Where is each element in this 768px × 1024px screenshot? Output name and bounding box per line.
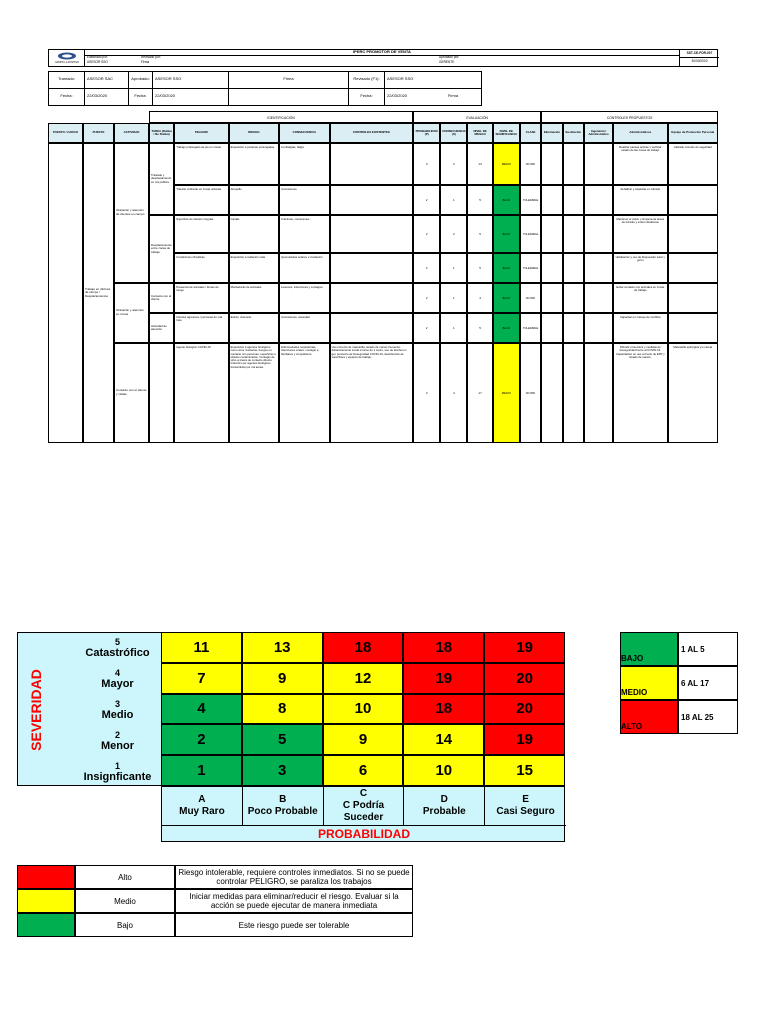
probability-level-letter: E (522, 794, 529, 805)
level-legend-label: Medio (75, 889, 175, 913)
row-clase: TOLERABLE (520, 253, 541, 283)
row-epp (668, 215, 718, 253)
firma-label-1: Firma (229, 72, 349, 88)
matrix-cell: 14 (403, 724, 484, 755)
range-legend-range: 18 AL 25 (678, 700, 738, 734)
row-consecuencia: Enfermedades respiratorias, infecciones virales, contagio a familiares y compañeros (279, 343, 329, 443)
row-control-empty (541, 343, 562, 443)
row-control-empty (584, 253, 613, 283)
column-header: ACTIVIDAD (114, 123, 149, 143)
column-header: CONSECUENCIA (S) (440, 123, 467, 143)
row-epp (668, 313, 718, 343)
column-header: PROBABILIDAD (P) (413, 123, 440, 143)
row-severidad: 1 (440, 283, 467, 313)
row-control-empty (563, 253, 584, 283)
row-peligro: Trabajo prolongado de pie en zonas (174, 143, 228, 185)
level-legend-color (17, 889, 75, 913)
probability-axis-label: PROBABILIDAD (318, 827, 410, 841)
puesto-cell: Trabajo en oficinas de campo / Desplazamientos (83, 143, 114, 443)
tarea-cell: Traslado y desplazamiento en vía pública (149, 143, 174, 215)
row-consecuencia: Quemaduras solares e insolación (279, 253, 329, 283)
probability-level-letter: C (359, 788, 368, 799)
severity-level (74, 664, 161, 695)
activity-cell: Ubicación y atención de clientes en campo (114, 143, 149, 283)
row-administrativos: Señalizar y capacitar en tránsito (613, 185, 667, 215)
row-administrativos: Capacitar en manejo de conflicto (613, 313, 667, 343)
matrix-cell: 18 (403, 694, 484, 725)
probability-level-name: C Podría Suceder (342, 800, 385, 823)
column-header: PELIGRO (174, 123, 228, 143)
probability-level-letter: B (279, 794, 287, 805)
tramado-value: ASESOR SAC (85, 72, 129, 88)
row-peligro: Condiciones climáticas (174, 253, 228, 283)
row-administrativos: Hidratación y uso de bloqueador solar y gorro (613, 253, 667, 283)
range-legend-range: 1 AL 5 (678, 632, 738, 666)
matrix-cell: 10 (323, 694, 404, 725)
row-controles: Uso correcto de mascarilla, lavado de manos frecuente, distanciamiento social mínimo de 1 metro, uso de alcohol en gel, protocolo de bioseguridad COVID-19, desinfección de superficies y equipos de trabajo. (330, 343, 414, 443)
severity-level-name: Catastrófico (85, 647, 150, 660)
severity-level-number: 1 (114, 760, 120, 771)
matrix-cell: 10 (403, 755, 484, 786)
row-control-empty (563, 313, 584, 343)
row-severidad: 2 (440, 215, 467, 253)
matrix-cell: 19 (403, 663, 484, 694)
level-legend-label: Bajo (75, 913, 175, 937)
row-control-empty (584, 343, 613, 443)
severity-level-name: Menor (101, 739, 134, 752)
approved-value: GERENTE (439, 60, 455, 64)
aprobado-label: Aprobado: (129, 72, 153, 88)
column-header: TAREA (Rutina / No Rutina) (149, 123, 174, 143)
probability-level (324, 787, 405, 825)
fecha3-label: Fecha: (349, 89, 385, 105)
severity-level-name: Mayor (101, 678, 134, 691)
row-nivel-significancia: MEDIO (493, 343, 520, 443)
row-nivel-significancia: MEDIO (493, 143, 520, 185)
tarea-cell: Desplazamiento entre zonas de trabajo (149, 215, 174, 283)
row-clase: NO IMP. (520, 143, 541, 185)
matrix-cell: 9 (242, 663, 323, 694)
row-controles (330, 313, 414, 343)
info-row-2 (48, 89, 482, 106)
row-control-empty (541, 283, 562, 313)
row-administrativos: Realizar pausas activas y verificar estado de las zonas de trabajo (613, 143, 667, 185)
fecha1-value: 22/03/2020 (85, 89, 129, 105)
row-probabilidad: 2 (413, 253, 440, 283)
row-controles (330, 215, 414, 253)
risk-level-legend (17, 865, 413, 937)
probability-level-letter: A (198, 794, 206, 805)
column-header: Ingeniería / Administrativo (584, 123, 613, 143)
probability-level-name: Casi Seguro (496, 806, 555, 817)
probability-level (404, 787, 485, 825)
row-riesgo: Exposición a posturas prolongadas (229, 143, 279, 185)
column-header: NIVEL DE RIESGO (467, 123, 492, 143)
row-nivel-significancia: BAJO (493, 313, 520, 343)
row-peligro: Presencia de animales / Zonas de riesgo (174, 283, 228, 313)
row-clase: TOLERABLE (520, 185, 541, 215)
matrix-cell: 20 (484, 694, 565, 725)
row-nivel-riesgo: 5 (467, 313, 492, 343)
level-legend-color (17, 913, 75, 937)
tarea-cell: Contacto con el cliente (149, 283, 174, 313)
severity-levels (74, 632, 161, 786)
row-peligro: Agente biológico COVID-19 (174, 343, 228, 443)
row-control-empty (584, 185, 613, 215)
row-control-empty (563, 185, 584, 215)
document-code: SST-CE-FOR-007 (680, 50, 719, 58)
matrix-cell: 9 (323, 724, 404, 755)
severity-level-name: Medio (101, 708, 134, 721)
row-control-empty (584, 313, 613, 343)
row-probabilidad: 2 (413, 313, 440, 343)
matrix-cell: 19 (484, 724, 565, 755)
probability-level-name: Probable (422, 806, 466, 817)
row-nivel-significancia: BAJO (493, 185, 520, 215)
row-riesgo: Exposición a radiación solar (229, 253, 279, 283)
column-header: CONSECUENCIA (279, 123, 329, 143)
group-controles: CONTROLES PROPUESTOS (541, 111, 718, 123)
severity-level-number: 4 (114, 668, 120, 679)
document-title: IPERC PROMOTOR DE VENTA (85, 50, 679, 56)
row-consecuencia: Lesiones, infecciones y contagios (279, 283, 329, 313)
row-administrativos: Mantener el orden y limpieza de áreas de tránsito y evitar obstáculos (613, 215, 667, 253)
row-severidad: 1 (440, 185, 467, 215)
severity-level-number: 5 (114, 637, 120, 648)
range-legend-label: ALTO (621, 722, 643, 731)
row-riesgo: Exposición a agentes biológicos como virus, bacterias, hongos en contacto con personas, superficies u objetos contaminados. Contagio de virus a través de contacto directo. Infección por agentes biológicos transmitidos por vía aérea. (229, 343, 279, 443)
column-header: CONTROLES EXISTENTES (330, 123, 414, 143)
fecha2-label: Fecha: (129, 89, 153, 105)
fecha2-value: 22/03/2020 (153, 89, 229, 105)
reviewed-label: Revisado por: (141, 55, 161, 59)
info-row-1 (48, 71, 482, 89)
row-riesgo: Mordeduras de animales (229, 283, 279, 313)
firma-label-2: Firma (447, 93, 459, 98)
row-consecuencia: Contusiones, ansiedad (279, 313, 329, 343)
column-header: PUESTO / CARGO (48, 123, 83, 143)
column-header: Eliminación (541, 123, 562, 143)
level-legend-description: Riesgo intolerable, requiere controles inmediatos. Si no se puede controlar PELIGRO, se paraliza los trabajos (175, 865, 413, 889)
row-control-empty (541, 313, 562, 343)
probability-level-letter: D (440, 794, 448, 805)
row-clase: TOLERABLE (520, 215, 541, 253)
row-nivel-riesgo: 5 (467, 253, 492, 283)
tarea-cell: Actividad de atención (149, 313, 174, 343)
matrix-cell: 6 (323, 755, 404, 786)
matrix-cell: 7 (161, 663, 242, 694)
row-severidad: 1 (440, 313, 467, 343)
company-logo (49, 50, 85, 66)
row-riesgo: Estrés, violencia (229, 313, 279, 343)
row-controles (330, 143, 414, 185)
row-control-empty (584, 283, 613, 313)
matrix-cell: 15 (484, 755, 565, 786)
row-probabilidad: 3 (413, 143, 440, 185)
probability-level (243, 787, 324, 825)
revisado-value: ASESOR SSO (387, 76, 414, 81)
row-controles (330, 185, 414, 215)
severity-level-number: 3 (114, 698, 120, 709)
fecha1-label: Fecha: (49, 89, 85, 105)
matrix-cell: 11 (161, 632, 242, 663)
column-header: Sustitución (563, 123, 584, 143)
row-consecuencia: Lumbalgias, fatiga (279, 143, 329, 185)
row-control-empty (541, 215, 562, 253)
row-probabilidad: 4 (413, 343, 440, 443)
row-control-empty (563, 343, 584, 443)
range-legend-range: 6 AL 17 (678, 666, 738, 700)
probability-level-name: Poco Probable (247, 806, 318, 817)
document-date: 30/03/2020 (691, 59, 708, 63)
row-control-empty (563, 215, 584, 253)
tarea-cell (149, 343, 174, 443)
reviewed-value: Firma (141, 60, 150, 64)
probability-levels (161, 786, 565, 842)
approved-label: Aprobado por: (439, 55, 460, 59)
row-control-empty (541, 143, 562, 185)
row-probabilidad: 2 (413, 283, 440, 313)
column-header: NIVEL DE SIGNIFICANCIA (493, 123, 520, 143)
level-legend-description: Este riesgo puede ser tolerable (175, 913, 413, 937)
aprobado-value: ASESOR SSO (153, 72, 229, 88)
row-nivel-significancia: BAJO (493, 253, 520, 283)
row-peligro: Tránsito vehicular en zonas urbanas (174, 185, 228, 215)
row-control-empty (541, 185, 562, 215)
row-epp (668, 283, 718, 313)
matrix-cell: 3 (242, 755, 323, 786)
prepared-label: Elaborado por: (87, 55, 108, 59)
document-header (48, 49, 718, 67)
severity-level-name: Insignficante (83, 770, 152, 783)
row-administrativos: Evitar contacto con animales en zonas de trabajo (613, 283, 667, 313)
column-header: Equipo de Protección Personal (668, 123, 718, 143)
row-riesgo: Atropello (229, 185, 279, 215)
risk-range-legend (620, 632, 738, 734)
row-controles (330, 283, 414, 313)
matrix-cell: 2 (161, 724, 242, 755)
column-header: RIESGO (229, 123, 279, 143)
row-control-empty (563, 283, 584, 313)
matrix-cell: 13 (242, 632, 323, 663)
row-probabilidad: 2 (413, 215, 440, 253)
row-peligro: Clientes agresivos / personas de mal trato (174, 313, 228, 343)
row-epp (668, 185, 718, 215)
revisado-label: Revisado (F1): (349, 72, 385, 88)
probability-level-name: Muy Raro (179, 806, 225, 817)
severity-level (74, 725, 161, 756)
matrix-cell: 12 (323, 663, 404, 694)
row-epp: Mascarilla quirúrgica y/o careta (668, 343, 718, 443)
row-control-empty (584, 215, 613, 253)
tramado-label: Tramado: (49, 72, 85, 88)
range-legend-label: MEDIO (621, 688, 648, 697)
column-header: PUESTO (83, 123, 114, 143)
row-clase: NO IMP. (520, 343, 541, 443)
column-header: CLASE (520, 123, 541, 143)
row-nivel-riesgo: 4 (467, 283, 492, 313)
fecha3-value: 22/03/2020 (387, 93, 408, 98)
row-nivel-riesgo: 5 (467, 185, 492, 215)
severity-level (74, 695, 161, 726)
level-legend-label: Alto (75, 865, 175, 889)
severity-level (74, 633, 161, 664)
probability-divider (162, 825, 566, 826)
prepared-value: ASESOR SSO (87, 60, 108, 64)
row-control-empty (563, 143, 584, 185)
row-clase: NO IMP. (520, 283, 541, 313)
row-administrativos: Difundir protocolos y medidas de bioseguridad frente al COVID-19. Capacitación en uso correcto de EPP y lavado de manos. (613, 343, 667, 443)
level-legend-description: Iniciar medidas para eliminar/reducir el riesgo. Evaluar si la acción se puede ejecutar de manera inmediata (175, 889, 413, 913)
group-identificacion: IDENTIFICACIÓN (149, 111, 413, 123)
row-control-empty (541, 253, 562, 283)
risk-matrix (17, 632, 565, 842)
matrix-cell: 5 (242, 724, 323, 755)
row-peligro: Superficie de tránsito irregular (174, 215, 228, 253)
row-nivel-significancia: BAJO (493, 215, 520, 253)
row-nivel-riesgo: 5 (467, 215, 492, 253)
row-epp (668, 253, 718, 283)
row-controles (330, 253, 414, 283)
matrix-cell: 4 (161, 694, 242, 725)
severity-axis-label: SEVERIDAD (28, 669, 44, 751)
matrix-cell: 20 (484, 663, 565, 694)
level-legend-color (17, 865, 75, 889)
group-evaluacion: EVALUACIÓN (413, 111, 541, 123)
matrix-cell: 18 (323, 632, 404, 663)
row-nivel-riesgo: 17 (467, 343, 492, 443)
column-header: Administrativos (613, 123, 667, 143)
probability-level (162, 787, 243, 825)
matrix-cell: 8 (242, 694, 323, 725)
matrix-cell: 18 (403, 632, 484, 663)
row-severidad: 1 (440, 253, 467, 283)
row-epp: Calzado cómodo de seguridad (668, 143, 718, 185)
severity-axis-label-box (17, 632, 74, 786)
severity-level (74, 756, 161, 787)
row-clase: TOLERABLE (520, 313, 541, 343)
puesto-cargo-cell (48, 143, 83, 443)
logo-caption: GRUPO LA POSITIVA (55, 61, 79, 64)
activity-cell: Contacto con el cliente y visitas (114, 343, 149, 443)
row-consecuencia: Contusiones (279, 185, 329, 215)
matrix-cell: 1 (161, 755, 242, 786)
row-consecuencia: Fracturas, contusiones (279, 215, 329, 253)
matrix-cell: 19 (484, 632, 565, 663)
row-nivel-significancia: BAJO (493, 283, 520, 313)
row-severidad: 2 (440, 143, 467, 185)
row-control-empty (584, 143, 613, 185)
row-riesgo: Caídas (229, 215, 279, 253)
iperc-table (48, 111, 718, 443)
severity-level-number: 2 (114, 729, 120, 740)
row-nivel-riesgo: 13 (467, 143, 492, 185)
row-severidad: 4 (440, 343, 467, 443)
range-legend-label: BAJO (621, 654, 644, 663)
probability-level (485, 787, 566, 825)
row-probabilidad: 2 (413, 185, 440, 215)
activity-cell: Ubicación y atención en zonas (114, 283, 149, 343)
